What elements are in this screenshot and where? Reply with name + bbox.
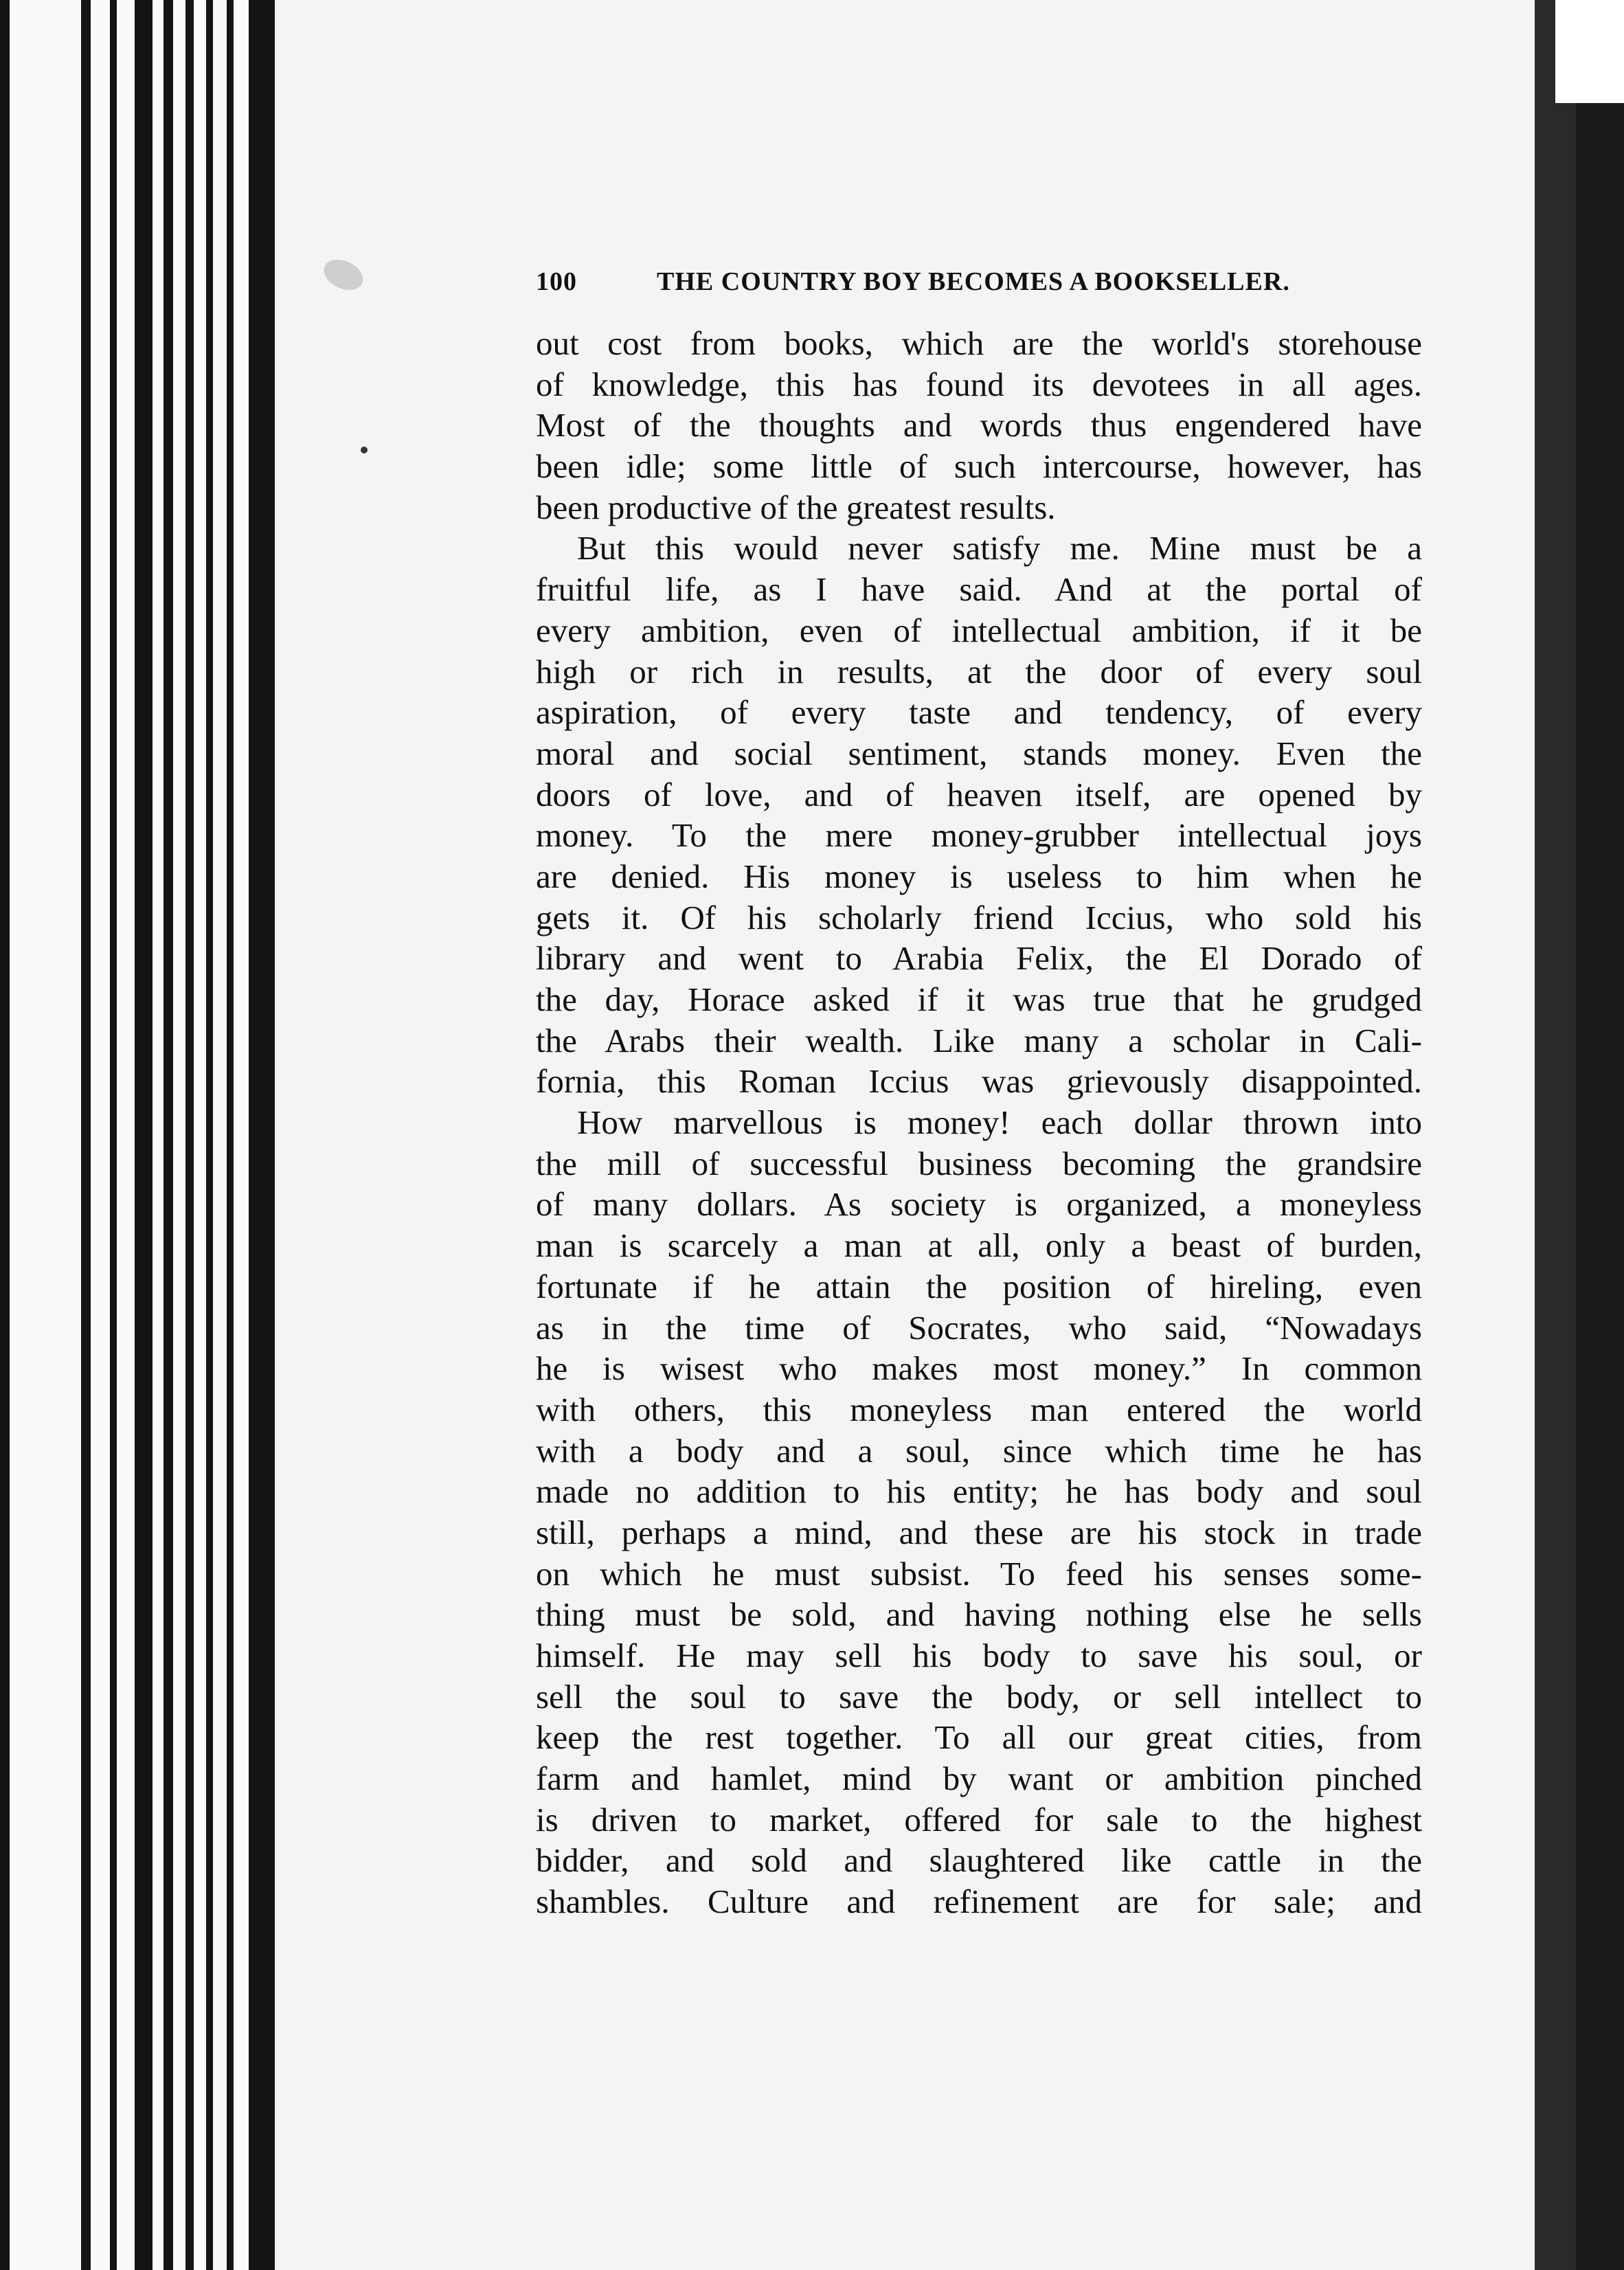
text-line: been idle; some little of such intercourse, however, has <box>536 447 1422 486</box>
text-line: of many dollars. As society is organized, a moneyless <box>536 1185 1422 1224</box>
page-edge-strip <box>110 0 117 2270</box>
text-line: fruitful life, as I have said. And at the portal of <box>536 570 1422 609</box>
text-line: bidder, and sold and slaughtered like cattle in the <box>536 1841 1422 1880</box>
body-text <box>536 323 1422 1922</box>
text-line: still, perhaps a mind, and these are his stock in trade <box>536 1513 1422 1551</box>
text-line: been productive of the greatest results. <box>536 488 1056 526</box>
text-line: the Arabs their wealth. Like many a scholar in Cali- <box>536 1021 1422 1059</box>
text-line: How marvellous is money! each dollar thrown into <box>577 1103 1422 1142</box>
text-line: the mill of successful business becoming the grandsire <box>536 1144 1422 1182</box>
text-line: are denied. His money is useless to him when he <box>536 857 1422 895</box>
text-line: shambles. Culture and refinement are for sale; and <box>536 1883 1422 1921</box>
running-title: THE COUNTRY BOY BECOMES A BOOKSELLER. <box>657 267 1290 296</box>
text-line: himself. He may sell his body to save his soul, or <box>536 1637 1422 1674</box>
text-line: of knowledge, this has found its devotees in all ages. <box>536 365 1422 403</box>
page-edge-strip <box>185 0 194 2270</box>
book-page-edges <box>0 0 275 2270</box>
right-page-edge <box>1535 0 1576 2270</box>
page-edge-strip <box>249 0 275 2270</box>
right-corner <box>1555 0 1624 103</box>
text-line: every ambition, even of intellectual ambition, if it be <box>536 611 1422 649</box>
text-line: keep the rest together. To all our great cities, from <box>536 1718 1422 1757</box>
right-background-edge <box>1576 0 1624 2270</box>
text-line: library and went to Arabia Felix, the El Dorado of <box>536 939 1422 978</box>
text-line: made no addition to his entity; he has body and soul <box>536 1472 1422 1511</box>
page-number: 100 <box>536 267 577 296</box>
text-line: moral and social sentiment, stands money. Even the <box>536 734 1422 772</box>
text-line: high or rich in results, at the door of every soul <box>536 652 1422 690</box>
page-edge-strip <box>227 0 234 2270</box>
text-line: on which he must subsist. To feed his senses some- <box>536 1554 1422 1593</box>
text-line: money. To the mere money-grubber intellectual joys <box>536 816 1422 855</box>
page-edge-strip <box>163 0 173 2270</box>
text-line: is driven to market, offered for sale to the highest <box>536 1800 1422 1839</box>
text-line: sell the soul to save the body, or sell intellect to <box>536 1677 1422 1716</box>
page-edge-strip <box>0 0 10 2270</box>
text-line: out cost from books, which are the world's storehouse <box>536 324 1422 362</box>
text-line: fornia, this Roman Iccius was grievously disappointed. <box>536 1062 1422 1101</box>
text-line: But this would never satisfy me. Mine must be a <box>577 529 1422 568</box>
text-line: fortunate if he attain the position of hireling, even <box>536 1267 1422 1305</box>
page-edge-strip <box>81 0 91 2270</box>
text-line: farm and hamlet, mind by want or ambition pinched <box>536 1760 1422 1798</box>
running-head <box>536 261 1388 302</box>
text-line: with others, this moneyless man entered the world <box>536 1390 1422 1428</box>
text-line: with a body and a soul, since which time he has <box>536 1431 1422 1470</box>
text-line: he is wisest who makes most money.” In common <box>536 1349 1422 1388</box>
page-edge-strip <box>135 0 153 2270</box>
text-line: aspiration, of every taste and tendency, of every <box>536 693 1422 732</box>
dot-mark <box>361 447 368 453</box>
page-edge-strip <box>206 0 213 2270</box>
text-line: doors of love, and of heaven itself, are opened by <box>536 775 1422 813</box>
text-line: gets it. Of his scholarly friend Iccius, who sold his <box>536 898 1422 936</box>
text-line: the day, Horace asked if it was true that he grudged <box>536 980 1422 1018</box>
text-line: Most of the thoughts and words thus engendered have <box>536 406 1422 445</box>
text-line: thing must be sold, and having nothing else he sells <box>536 1595 1422 1634</box>
text-line: as in the time of Socrates, who said, “Nowadays <box>536 1308 1422 1347</box>
text-line: man is scarcely a man at all, only a beast of burden, <box>536 1226 1422 1265</box>
